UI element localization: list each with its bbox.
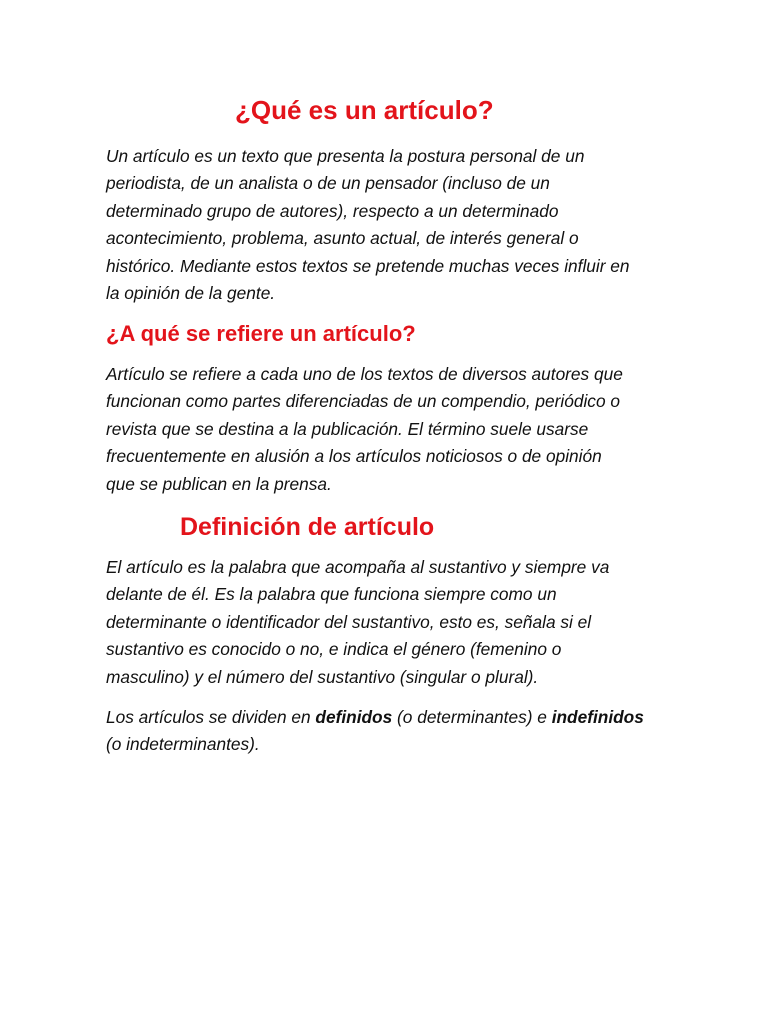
paragraph-line: acontecimiento, problema, asunto actual, de interés general o [106,228,579,249]
paragraph-line: delante de él. Es la palabra que funciona siempre como un [106,584,557,605]
paragraph-line: la opinión de la gente. [106,283,276,304]
paragraph-definicion [106,554,666,691]
paragraph-a-que-se-refiere [106,361,666,498]
paragraph-line: revista que se destina a la publicación. El término suele usarse [106,418,589,439]
heading-definicion-de-articulo: Definición de artículo [180,513,435,541]
paragraph-line: sustantivo es conocido o no, e indica el género (femenino o [106,639,562,660]
paragraph-line: masculino) y el número del sustantivo (singular o plural). [106,666,539,687]
paragraph-line: determinado grupo de autores), respecto a un determinado [106,200,559,221]
closing-middle: (o determinantes) e [392,707,552,727]
paragraph-line: funcionan como partes diferenciadas de un compendio, periódico o [106,391,620,412]
paragraph-line: El artículo es la palabra que acompaña al sustantivo y siempre va [106,557,610,577]
term-definidos: definidos [315,707,393,727]
term-indefinidos: indefinidos [551,707,644,727]
paragraph-line: determinante o identificador del sustantivo, esto es, señala si el [106,611,592,632]
paragraph-line [106,704,666,731]
closing-prefix: Los artículos se dividen en [106,707,316,727]
paragraph-line: frecuentemente en alusión a los artículos noticiosos o de opinión [106,446,602,467]
paragraph-line: que se publican en la prensa. [106,473,332,494]
paragraph-que-es-articulo [106,143,666,307]
heading-a-que-se-refiere: ¿A qué se refiere un artículo? [106,321,416,346]
paragraph-line: (o indeterminantes). [106,734,260,755]
heading-que-es-articulo: ¿Qué es un artículo? [235,95,494,125]
paragraph-line: Un artículo es un texto que presenta la postura personal de un [106,146,585,166]
paragraph-line: histórico. Mediante estos textos se pretende muchas veces influir en [106,255,630,276]
paragraph-line: Artículo se refiere a cada uno de los textos de diversos autores que [106,364,623,384]
paragraph-line: periodista, de un analista o de un pensador (incluso de un [106,173,550,194]
paragraph-clasificacion [106,704,666,759]
